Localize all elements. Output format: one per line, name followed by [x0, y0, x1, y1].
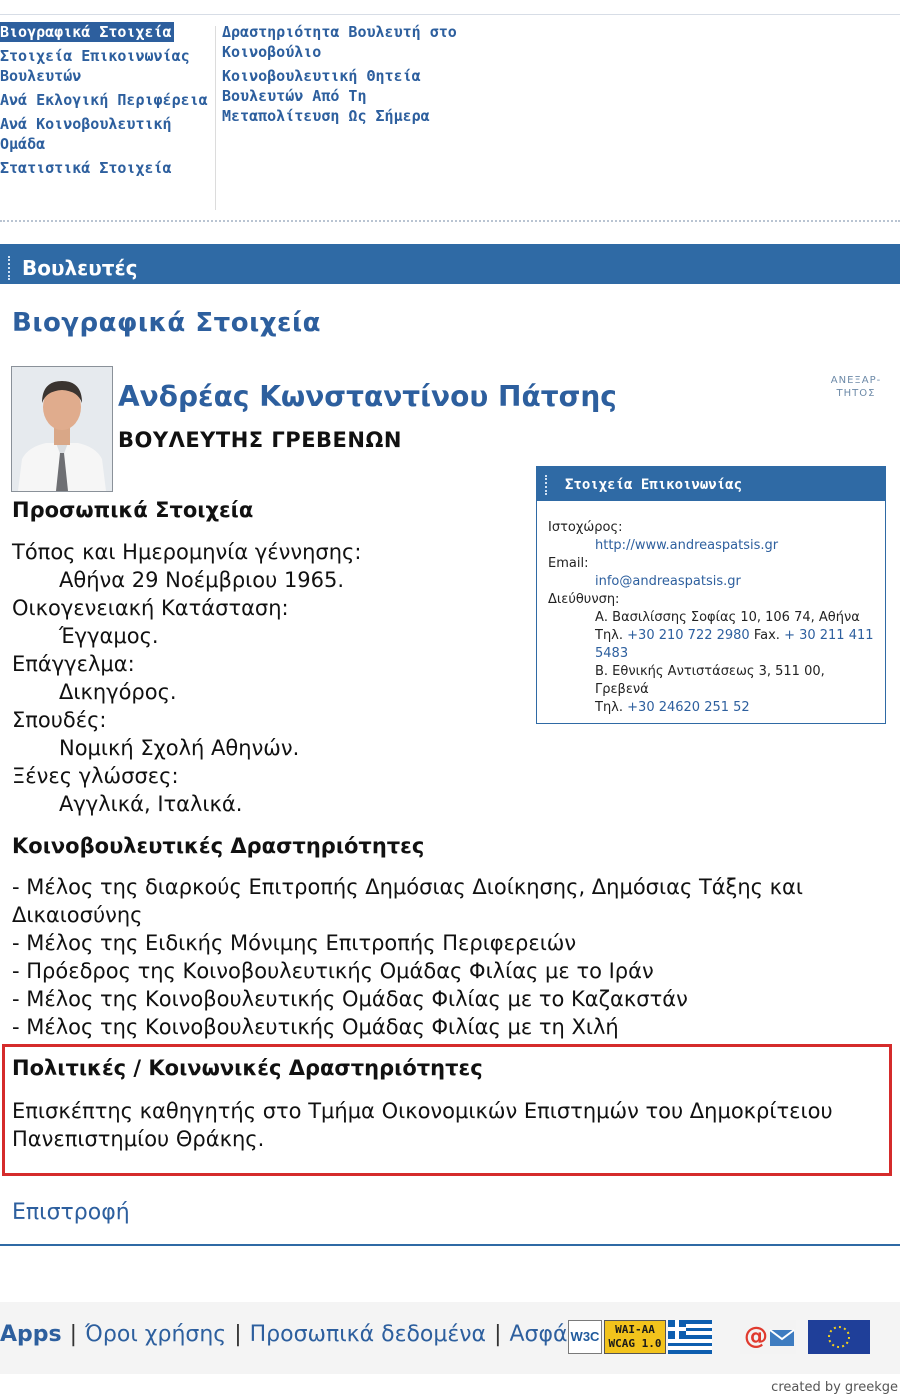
wcag-text: WCAG 1.0 [608, 1337, 662, 1350]
marital-value: Έγγαμος. [59, 624, 159, 648]
page-title: Βιογραφικά Στοιχεία [12, 308, 321, 338]
eu-flag-icon[interactable] [808, 1320, 870, 1354]
nav-divider [215, 26, 216, 210]
section-bar-grip [8, 256, 10, 280]
wcag-badge[interactable] [604, 1320, 666, 1354]
portrait-image [12, 367, 112, 491]
footer-link-security[interactable]: Ασφά [509, 1322, 568, 1347]
fax-athens[interactable]: + 30 211 411 5483 [595, 628, 874, 661]
footer-link-terms[interactable]: Όροι χρήσης [85, 1322, 227, 1347]
languages-label: Ξένες γλώσσες: [12, 764, 179, 788]
address-label: Διεύθυνση: [548, 592, 620, 607]
list-item: - Μέλος της Ειδικής Μόνιμης Επιτροπής Περιφερειών [12, 931, 577, 955]
studies-value: Νομική Σχολή Αθηνών. [59, 736, 300, 760]
nav-link-biographies[interactable]: Βιογραφικά Στοιχεία [0, 23, 172, 41]
political-heading: Πολιτικές / Κοινωνικές Δραστηριότητες [12, 1056, 483, 1080]
email-link[interactable]: info@andreaspatsis.gr [595, 574, 741, 589]
address-athens: Α. Βασιλίσσης Σοφίας 10, 106 74, Αθήνα [595, 610, 860, 625]
footer-badges [568, 1320, 900, 1356]
birth-label: Τόπος και Ημερομηνία γέννησης: [12, 540, 362, 564]
fax-label: Fax. [753, 628, 780, 643]
personal-heading: Προσωπικά Στοιχεία [12, 498, 254, 522]
website-label: Ιστοχώρος: [548, 520, 623, 535]
svg-text:@: @ [744, 1322, 768, 1350]
nav-link-by-constituency[interactable]: Ανά Εκλογική Περιφέρεια [0, 91, 208, 109]
footer-links [0, 1322, 568, 1347]
parliamentary-list [12, 873, 872, 1041]
dotted-divider [0, 220, 900, 222]
mp-party[interactable]: ΑΝΕΞΑΡ-ΤΗΤΟΣ [830, 375, 882, 399]
list-item: - Μέλος της Κοινοβουλευτικής Ομάδας Φιλίας με το Καζακστάν [12, 987, 688, 1011]
mp-name: Ανδρέας Κωνσταντίνου Πάτσης [118, 380, 617, 413]
tel-grevena[interactable]: +30 24620 251 52 [627, 700, 750, 715]
tel-label-athens: Τηλ. [595, 628, 624, 643]
section-bar-title: Βουλευτές [22, 256, 138, 280]
studies-label: Σπουδές: [12, 708, 107, 732]
footer-link-apps[interactable]: Apps [0, 1322, 62, 1347]
created-by: created by greekge [771, 1380, 898, 1395]
top-divider [0, 14, 900, 15]
w3c-badge[interactable]: W3C [568, 1320, 602, 1354]
nav-column-2 [222, 22, 462, 130]
nav-link-contact-details[interactable]: Στοιχεία Επικοινωνίας Βουλευτών [0, 47, 190, 85]
nav-link-parliamentary-terms[interactable]: Κοινοβουλευτική Θητεία Βουλευτών Από Τη Μεταπολίτευση Ως Σήμερα [222, 67, 430, 125]
contact-box-grip [545, 475, 547, 495]
email-label: Email: [548, 556, 589, 571]
list-item: - Πρόεδρος της Κοινοβουλευτικής Ομάδας Φιλίας με το Ιράν [12, 959, 654, 983]
birth-value: Αθήνα 29 Νοέμβριου 1965. [59, 568, 345, 592]
mp-constituency: ΒΟΥΛΕΥΤΗΣ ΓΡΕΒΕΝΩΝ [118, 428, 402, 452]
contact-box [536, 466, 886, 724]
list-item: - Μέλος της Κοινοβουλευτικής Ομάδας Φιλίας με τη Χιλή [12, 1015, 619, 1039]
nav-column-1 [0, 22, 212, 182]
tel-label-grevena: Τηλ. [595, 700, 624, 715]
tel-athens[interactable]: +30 210 722 2980 [627, 628, 750, 643]
footer-separator: | [69, 1322, 78, 1347]
bottom-divider [0, 1244, 900, 1246]
contact-box-title: Στοιχεία Επικοινωνίας [565, 477, 743, 493]
mp-photo [11, 366, 113, 492]
nav-link-statistics[interactable]: Στατιστικά Στοιχεία [0, 159, 172, 177]
greek-flag-icon[interactable] [668, 1320, 712, 1354]
address-grevena: Β. Εθνικής Αντιστάσεως 3, 511 00, Γρεβενά [595, 664, 825, 697]
parliamentary-heading: Κοινοβουλευτικές Δραστηριότητες [12, 834, 425, 858]
political-text: Επισκέπτης καθηγητής στο Τμήμα Οικονομικών Επιστημών του Δημοκρίτειου Πανεπιστημίου Θράκης. [12, 1099, 833, 1151]
profession-label: Επάγγελμα: [12, 652, 135, 676]
wai-text: WAI-AA [615, 1323, 655, 1336]
nav-link-by-party[interactable]: Ανά Κοινοβουλευτική Ομάδα [0, 115, 172, 153]
footer-link-privacy[interactable]: Προσωπικά δεδομένα [249, 1322, 487, 1347]
website-link[interactable]: http://www.andreaspatsis.gr [595, 538, 779, 553]
marital-label: Οικογενειακή Κατάσταση: [12, 596, 289, 620]
back-link[interactable]: Επιστροφή [12, 1200, 130, 1225]
footer-separator: | [494, 1322, 502, 1347]
list-item: - Μέλος της διαρκούς Επιτροπής Δημόσιας Διοίκησης, Δημόσιας Τάξης και Δικαιοσύνης [12, 875, 803, 927]
languages-value: Αγγλικά, Ιταλικά. [59, 792, 243, 816]
footer-separator: | [234, 1322, 242, 1347]
top-navigation [0, 22, 900, 212]
nav-link-mp-activity[interactable]: Δραστηριότητα Βουλευτή στο Κοινοβούλιο [222, 23, 457, 61]
email-icon[interactable] [740, 1320, 796, 1354]
personal-details [12, 538, 532, 818]
contact-box-body [548, 519, 878, 717]
profession-value: Δικηγόρος. [59, 680, 177, 704]
